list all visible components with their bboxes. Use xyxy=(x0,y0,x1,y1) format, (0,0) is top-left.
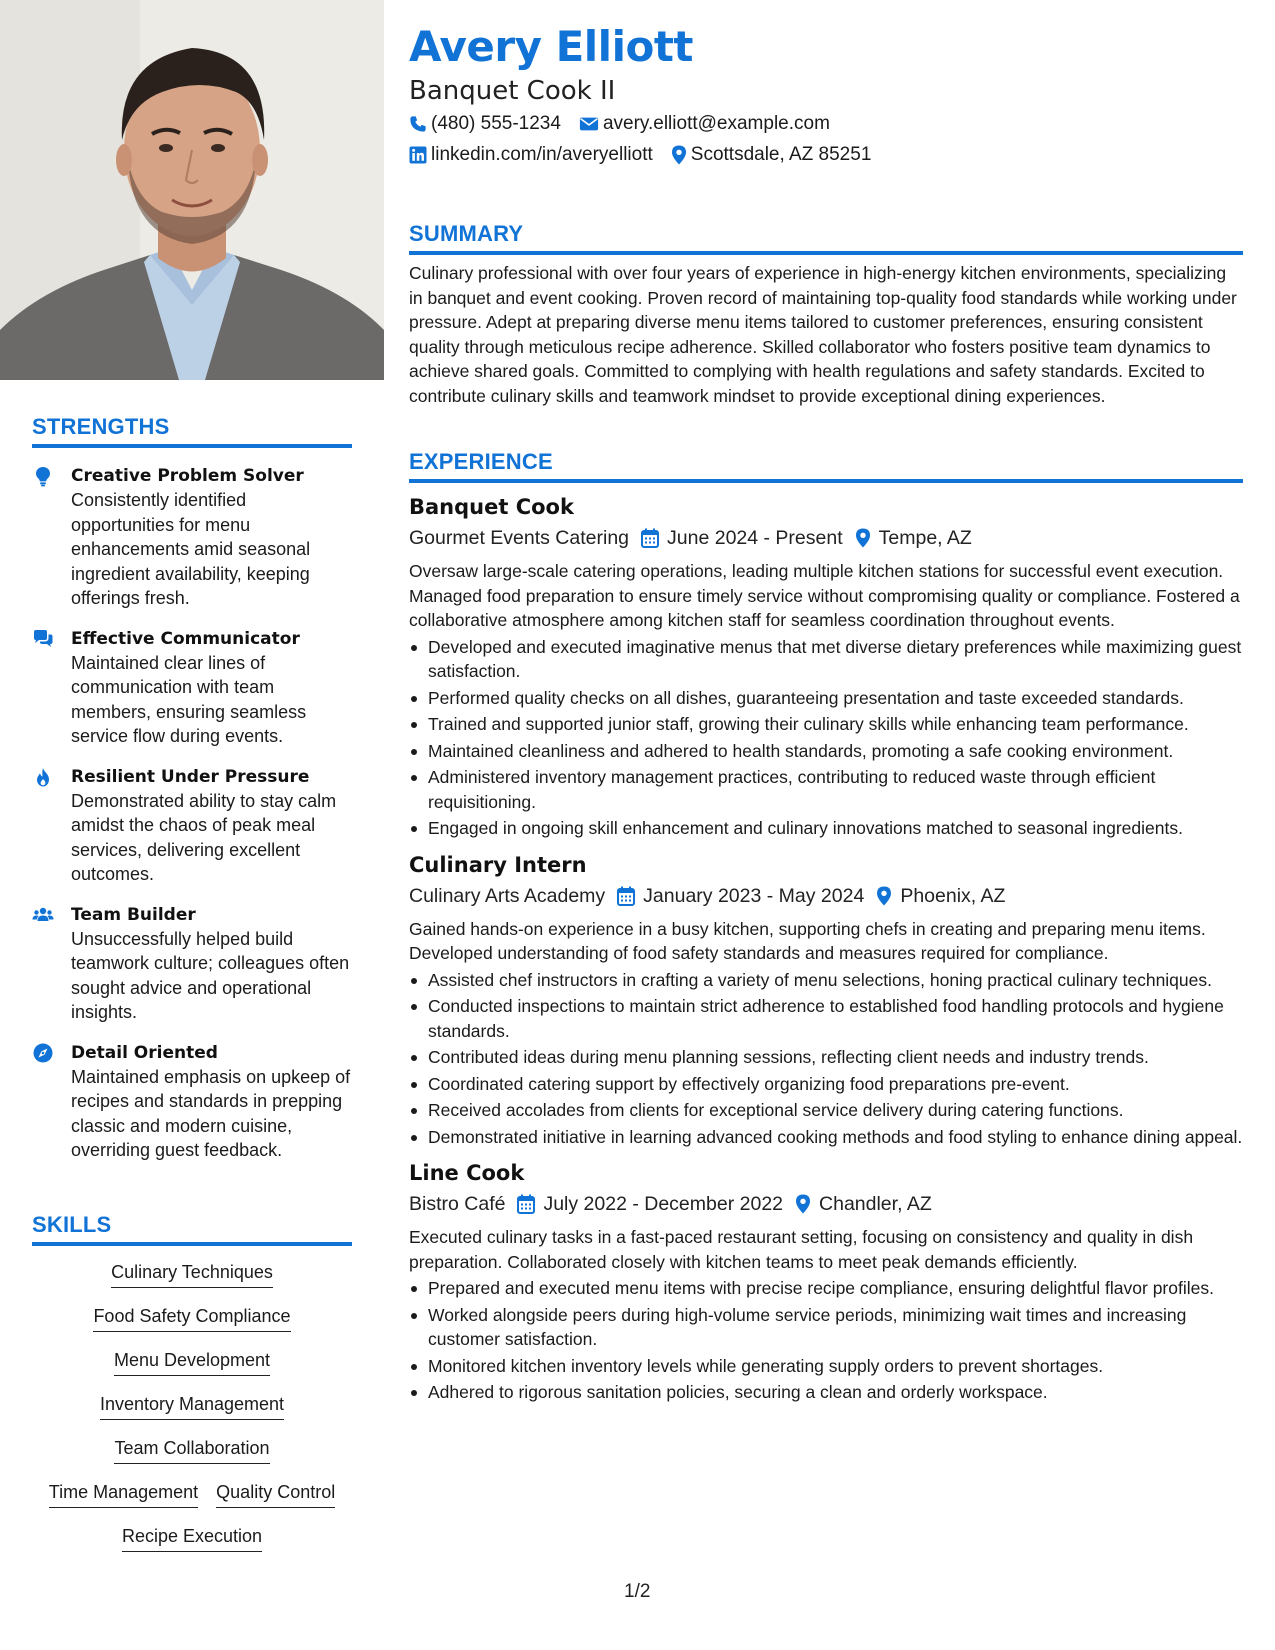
job-entry xyxy=(409,1159,1243,1405)
job-bullets xyxy=(409,635,1243,841)
sidebar xyxy=(0,0,384,1650)
summary-heading: SUMMARY xyxy=(409,221,1243,255)
email-text: avery.elliott@example.com xyxy=(602,113,830,134)
strength-description: Maintained clear lines of communication with team members, ensuring seamless service flow during events. xyxy=(71,652,307,746)
job-dates-text: July 2022 - December 2022 xyxy=(543,1193,784,1215)
strength-description: Unsuccessfully helped build teamwork culture; colleagues often sought advice and operational insights. xyxy=(71,928,350,1022)
job-company: Culinary Arts Academy xyxy=(409,884,606,907)
job-summary: Executed culinary tasks in a fast-paced restaurant setting, focusing on consistency and quality in dish preparation. Collaborated closely with kitchen teams to meet peak demands efficiently. xyxy=(409,1227,1194,1272)
strength-description: Consistently identified opportunities for menu enhancements amid seasonal ingredient availability, keeping offerings fresh. xyxy=(71,490,311,608)
job-bullet: Trained and supported junior staff, growing their culinary skills while enhancing team performance. xyxy=(409,712,1243,737)
job-location xyxy=(876,881,1005,911)
job-entry xyxy=(409,493,1243,841)
job-meta xyxy=(409,881,1243,911)
job-title: Culinary Intern xyxy=(409,852,587,877)
comments-icon xyxy=(32,628,54,650)
job-title: Banquet Cook xyxy=(409,495,574,519)
calendar-icon xyxy=(617,886,635,906)
skill-tag: Food Safety Compliance xyxy=(93,1303,290,1332)
map-pin-icon xyxy=(671,145,687,165)
job-bullet: Demonstrated initiative in learning advanced cooking methods and food styling to enhance dining appeal. xyxy=(409,1125,1243,1150)
strength-title: Creative Problem Solver xyxy=(71,466,304,486)
job-dates xyxy=(617,881,864,911)
strength-title: Effective Communicator xyxy=(71,628,300,649)
contact-phone[interactable] xyxy=(409,113,561,135)
job-bullets xyxy=(409,1276,1243,1405)
map-pin-icon xyxy=(855,528,871,548)
job-bullet: Worked alongside peers during high-volume service periods, minimizing wait times and increasing customer satisfaction. xyxy=(409,1303,1243,1352)
strength-item xyxy=(32,903,352,1025)
job-summary: Oversaw large-scale catering operations, leading multiple kitchen stations for successful event execution. Managed food preparation to ensure timely service without compromising quality or compliance. Fostered a collaborative atmosphere among kitchen staff for seamless coordination throughout events. xyxy=(409,561,1240,630)
job-title: Line Cook xyxy=(409,1161,525,1185)
job-company: Gourmet Events Catering xyxy=(409,527,630,549)
strength-title: Team Builder xyxy=(71,904,196,925)
skill-tag: Inventory Management xyxy=(100,1391,284,1420)
job-bullet: Received accolades from clients for exceptional service delivery during catering functions. xyxy=(409,1098,1243,1123)
skill-tag: Menu Development xyxy=(114,1347,270,1376)
skill-tag: Quality Control xyxy=(216,1479,335,1508)
job-bullet: Developed and executed imaginative menus that met diverse dietary preferences while maximizing guest satisfaction. xyxy=(409,635,1243,684)
job-bullet: Performed quality checks on all dishes, guaranteeing presentation and taste exceeded standards. xyxy=(409,686,1243,711)
skill-tag: Team Collaboration xyxy=(114,1435,269,1464)
contact-email[interactable] xyxy=(579,113,830,135)
experience-heading: EXPERIENCE xyxy=(409,449,1243,483)
profile-photo xyxy=(0,0,384,380)
envelope-icon xyxy=(579,115,599,133)
linkedin-icon xyxy=(409,146,427,164)
job-bullet: Adhered to rigorous sanitation policies, securing a clean and orderly workspace. xyxy=(409,1380,1243,1405)
job-dates-text: January 2023 - May 2024 xyxy=(643,884,865,907)
job-summary: Gained hands-on experience in a busy kitchen, supporting chefs in creating and preparing menu items. Developed understanding of food safety standards and measures required for compliance. xyxy=(409,918,1206,963)
contact-row xyxy=(409,113,848,135)
fire-icon xyxy=(32,766,54,788)
portrait-illustration xyxy=(0,0,384,380)
job-bullet: Contributed ideas during menu planning sessions, reflecting client needs and industry trends. xyxy=(409,1045,1243,1070)
job-location xyxy=(855,523,972,553)
job-bullet: Conducted inspections to maintain strict adherence to established food handling protocols and hygiene standards. xyxy=(409,994,1243,1043)
calendar-icon xyxy=(641,528,659,548)
job-bullet: Engaged in ongoing skill enhancement and culinary innovations matched to seasonal ingredients. xyxy=(409,816,1243,841)
phone-icon xyxy=(409,115,427,133)
job-location xyxy=(795,1189,932,1219)
job-meta xyxy=(409,523,1243,553)
summary-text: Culinary professional with over four years of experience in high-energy kitchen environments, specializing in banquet and event cooking. Proven record of maintaining top-quality food standards while working under pressure. Adept at preparing diverse menu items tailored to customer preferences, ensuring consistent quality through meticulous recipe adherence. Skilled collaborator who fosters positive team dynamics to achieve shared goals. Committed to complying with health regulations and safety standards. Excited to contribute culinary skills and teamwork mindset to provide exceptional dining experiences. xyxy=(409,263,1237,406)
job-dates-text: June 2024 - Present xyxy=(667,527,843,549)
job-location-text: Tempe, AZ xyxy=(878,527,972,549)
skill-tag: Time Management xyxy=(49,1479,198,1508)
calendar-icon xyxy=(517,1194,535,1214)
job-dates xyxy=(517,1189,783,1219)
map-pin-icon xyxy=(795,1194,811,1214)
strength-item xyxy=(32,627,352,749)
skills-heading: SKILLS xyxy=(32,1212,352,1246)
job-location-text: Chandler, AZ xyxy=(819,1193,932,1215)
contact-linkedin[interactable] xyxy=(409,144,653,166)
job-entry xyxy=(409,851,1243,1150)
skill-tag: Culinary Techniques xyxy=(111,1259,273,1288)
users-icon xyxy=(32,904,54,926)
strength-title: Detail Oriented xyxy=(71,1042,218,1063)
strength-title: Resilient Under Pressure xyxy=(71,766,310,787)
job-bullet: Monitored kitchen inventory levels while generating supply orders to prevent shortages. xyxy=(409,1354,1243,1379)
job-location-text: Phoenix, AZ xyxy=(900,884,1006,907)
strength-item xyxy=(32,765,352,887)
summary-section xyxy=(409,221,1243,408)
strength-description: Maintained emphasis on upkeep of recipes and standards in prepping classic and modern cuisine, overriding guest feedback. xyxy=(71,1066,351,1160)
candidate-name: Avery Elliott xyxy=(409,22,693,71)
job-bullet: Coordinated catering support by effectively organizing food preparations pre-event. xyxy=(409,1072,1243,1097)
compass-icon xyxy=(32,1042,54,1064)
skills-list xyxy=(32,1259,352,1567)
job-bullet: Assisted chef instructors in crafting a variety of menu selections, honing practical culinary techniques. xyxy=(409,968,1243,993)
skill-tag: Recipe Execution xyxy=(122,1523,262,1552)
job-bullet: Maintained cleanliness and adhered to health standards, promoting a safe cooking environment. xyxy=(409,739,1243,764)
job-bullet: Prepared and executed menu items with precise recipe compliance, ensuring delightful flavor profiles. xyxy=(409,1276,1243,1301)
strengths-section xyxy=(32,414,352,1163)
phone-text: (480) 555-1234 xyxy=(431,113,561,134)
lightbulb-icon xyxy=(32,465,54,487)
candidate-role: Banquet Cook II xyxy=(409,76,616,106)
job-meta xyxy=(409,1189,1243,1219)
strength-item xyxy=(32,1041,352,1163)
job-bullet: Administered inventory management practices, contributing to reduced waste through efficient requisitioning. xyxy=(409,765,1243,814)
job-company: Bistro Café xyxy=(409,1193,506,1215)
strengths-heading: STRENGTHS xyxy=(32,414,352,448)
contact-row-2 xyxy=(409,144,889,166)
contact-location xyxy=(671,144,872,166)
strength-description: Demonstrated ability to stay calm amidst the chaos of peak meal services, delivering excellent outcomes. xyxy=(71,790,337,884)
job-dates xyxy=(641,523,843,553)
page-number: 1/2 xyxy=(624,1581,651,1602)
location-text: Scottsdale, AZ 85251 xyxy=(690,144,872,165)
linkedin-text: linkedin.com/in/averyelliott xyxy=(431,144,653,165)
job-bullets xyxy=(409,968,1243,1150)
skills-section xyxy=(32,1212,352,1567)
experience-section xyxy=(409,449,1243,1405)
map-pin-icon xyxy=(876,886,892,906)
strength-item xyxy=(32,464,352,611)
